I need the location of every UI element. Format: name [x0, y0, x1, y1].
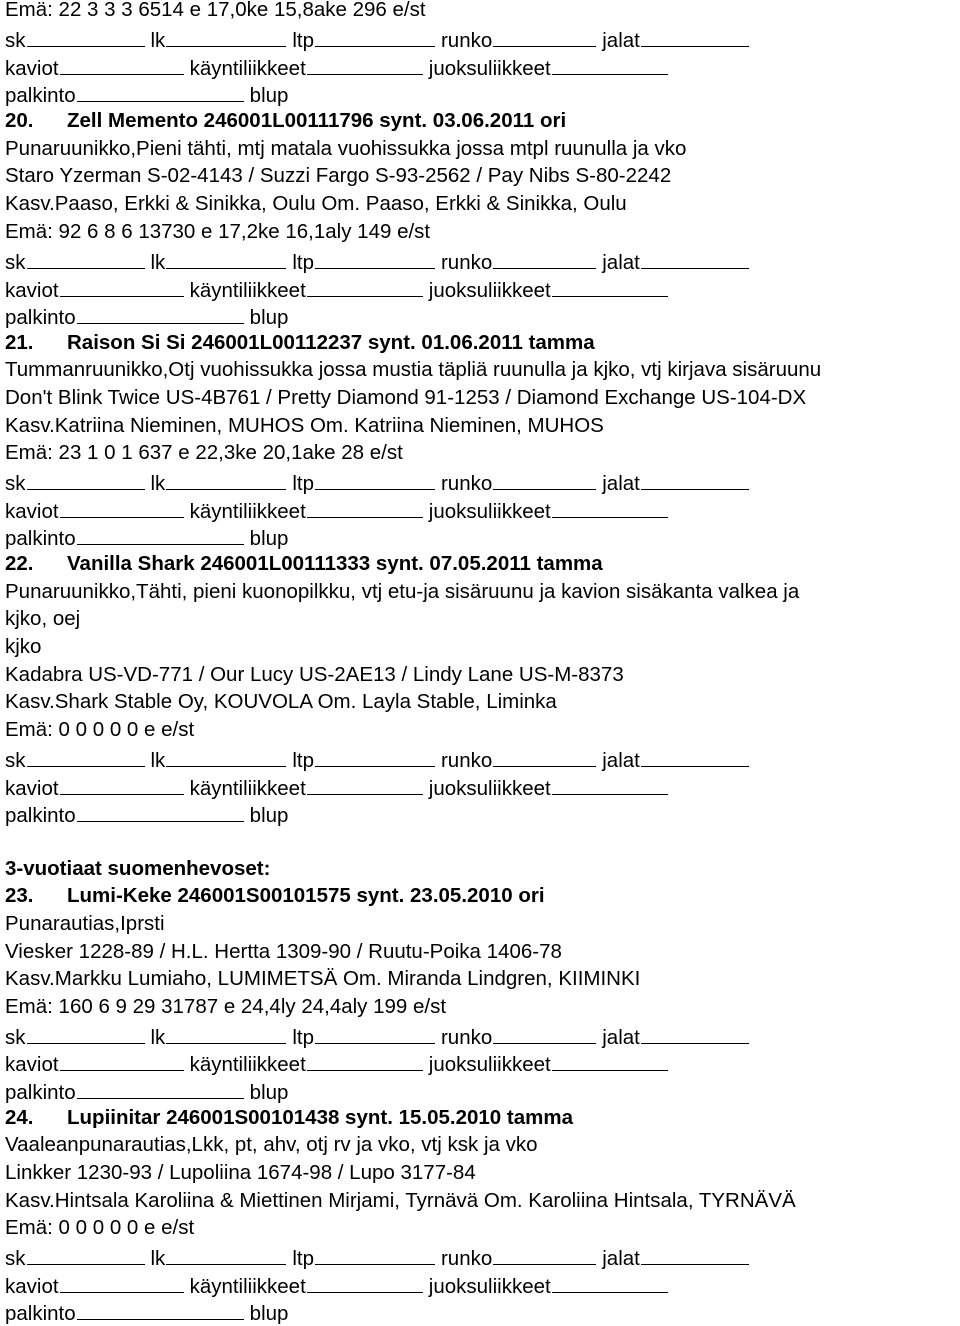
- sk-label: sk: [5, 29, 26, 52]
- gait-row: [5, 1272, 674, 1296]
- gait-row: [5, 276, 674, 300]
- kaviot-line: [60, 497, 184, 518]
- runko-line: [493, 469, 596, 490]
- juoksuliikkeet-line: [552, 497, 668, 518]
- palkinto-label: palkinto: [5, 1302, 76, 1325]
- ltp-line: [315, 248, 435, 269]
- gait-row: [5, 497, 674, 521]
- horse-color-cont: kjko: [5, 635, 42, 658]
- kaviot-line: [60, 1050, 184, 1071]
- entry-heading: 24. Lupiinitar 246001S00101438 synt. 15.05.2010 tamma: [5, 1106, 573, 1129]
- kaviot-line: [60, 774, 184, 795]
- runko-line: [493, 746, 596, 767]
- jalat-label: jalat: [602, 749, 640, 772]
- gait-row: [5, 54, 674, 78]
- sk-line: [27, 1023, 145, 1044]
- breeder-owner: Kasv.Markku Lumiaho, LUMIMETSÄ Om. Miranda Lindgren, KIIMINKI: [5, 967, 641, 990]
- lk-line: [166, 1023, 286, 1044]
- kaviot-label: kaviot: [5, 279, 59, 302]
- entry-heading: 21. Raison Si Si 246001L00112237 synt. 01.06.2011 tamma: [5, 331, 595, 354]
- juoksuliikkeet-label: juoksuliikkeet: [428, 1275, 551, 1298]
- dam-stats: Emä: 22 3 3 3 6514 e 17,0ke 15,8ake 296 e/st: [5, 0, 426, 21]
- lk-line: [166, 26, 286, 47]
- horse-color-cont: kjko, oej: [5, 607, 81, 630]
- runko-line: [493, 1023, 596, 1044]
- kayntiliikkeet-line: [307, 54, 423, 75]
- kayntiliikkeet-line: [307, 1050, 423, 1071]
- horse-color: Vaaleanpunarautias,Lkk, pt, ahv, otj rv ja vko, vtj ksk ja vko: [5, 1133, 538, 1156]
- runko-label: runko: [440, 749, 493, 772]
- ltp-label: ltp: [292, 251, 314, 274]
- ltp-line: [315, 746, 435, 767]
- pedigree: Kadabra US-VD-771 / Our Lucy US-2AE13 / Lindy Lane US-M-8373: [5, 663, 624, 686]
- dam-stats: Emä: 160 6 9 29 31787 e 24,4ly 24,4aly 199 e/st: [5, 995, 447, 1018]
- lk-line: [166, 469, 286, 490]
- kayntiliikkeet-label: käyntiliikkeet: [189, 500, 306, 523]
- dam-stats: Emä: 92 6 8 6 13730 e 17,2ke 16,1aly 149 e/st: [5, 220, 431, 243]
- sk-line: [27, 1244, 145, 1265]
- juoksuliikkeet-label: juoksuliikkeet: [428, 1053, 551, 1076]
- runko-label: runko: [440, 1026, 493, 1049]
- lk-line: [166, 248, 286, 269]
- ltp-label: ltp: [292, 29, 314, 52]
- ltp-line: [315, 26, 435, 47]
- horse-color: Punarautias,Iprsti: [5, 912, 165, 935]
- breeder-owner: Kasv.Paaso, Erkki & Sinikka, Oulu Om. Paaso, Erkki & Sinikka, Oulu: [5, 192, 627, 215]
- prize-row: [5, 524, 288, 548]
- jalat-line: [641, 746, 749, 767]
- palkinto-line: [77, 524, 244, 545]
- palkinto-line: [77, 81, 244, 102]
- gait-row: [5, 1050, 674, 1074]
- section-heading: 3-vuotiaat suomenhevoset:: [5, 857, 271, 880]
- palkinto-line: [77, 303, 244, 324]
- jalat-line: [641, 1023, 749, 1044]
- palkinto-line: [77, 1299, 244, 1320]
- ltp-line: [315, 1244, 435, 1265]
- kaviot-label: kaviot: [5, 500, 59, 523]
- pedigree: Linkker 1230-93 / Lupoliina 1674-98 / Lupo 3177-84: [5, 1161, 476, 1184]
- blup-label: blup: [249, 1081, 289, 1104]
- entry-heading: 22. Vanilla Shark 246001L00111333 synt. 07.05.2011 tamma: [5, 552, 603, 575]
- ltp-label: ltp: [292, 1247, 314, 1270]
- blup-label: blup: [249, 1302, 289, 1325]
- kaviot-label: kaviot: [5, 1275, 59, 1298]
- score-row-1: [5, 469, 755, 493]
- entry-heading: 23. Lumi-Keke 246001S00101575 synt. 23.05.2010 ori: [5, 884, 545, 907]
- kaviot-line: [60, 54, 184, 75]
- kaviot-label: kaviot: [5, 777, 59, 800]
- lk-line: [166, 746, 286, 767]
- kayntiliikkeet-label: käyntiliikkeet: [189, 57, 306, 80]
- entry-heading: 20. Zell Memento 246001L00111796 synt. 03.06.2011 ori: [5, 109, 567, 132]
- prize-row: [5, 1078, 288, 1102]
- jalat-line: [641, 248, 749, 269]
- jalat-label: jalat: [602, 29, 640, 52]
- pedigree: Staro Yzerman S-02-4143 / Suzzi Fargo S-93-2562 / Pay Nibs S-80-2242: [5, 164, 672, 187]
- dam-stats: Emä: 0 0 0 0 0 e e/st: [5, 1216, 195, 1239]
- jalat-label: jalat: [602, 1026, 640, 1049]
- score-row-1: [5, 248, 755, 272]
- kaviot-line: [60, 276, 184, 297]
- kayntiliikkeet-label: käyntiliikkeet: [189, 1275, 306, 1298]
- ltp-label: ltp: [292, 1026, 314, 1049]
- sk-line: [27, 469, 145, 490]
- palkinto-label: palkinto: [5, 1081, 76, 1104]
- dam-stats: Emä: 0 0 0 0 0 e e/st: [5, 718, 195, 741]
- kaviot-label: kaviot: [5, 1053, 59, 1076]
- jalat-line: [641, 469, 749, 490]
- pedigree: Viesker 1228-89 / H.L. Hertta 1309-90 / Ruutu-Poika 1406-78: [5, 940, 562, 963]
- juoksuliikkeet-label: juoksuliikkeet: [428, 777, 551, 800]
- runko-line: [493, 26, 596, 47]
- horse-color: Punaruunikko,Pieni tähti, mtj matala vuohissukka jossa mtpl ruunulla ja vko: [5, 137, 687, 160]
- palkinto-label: palkinto: [5, 306, 76, 329]
- juoksuliikkeet-line: [552, 1050, 668, 1071]
- juoksuliikkeet-label: juoksuliikkeet: [428, 279, 551, 302]
- sk-label: sk: [5, 251, 26, 274]
- prize-row: [5, 801, 288, 825]
- kaviot-label: kaviot: [5, 57, 59, 80]
- sk-line: [27, 26, 145, 47]
- sk-line: [27, 746, 145, 767]
- runko-line: [493, 248, 596, 269]
- jalat-label: jalat: [602, 251, 640, 274]
- lk-label: lk: [150, 472, 166, 495]
- lk-label: lk: [150, 29, 166, 52]
- ltp-label: ltp: [292, 749, 314, 772]
- kayntiliikkeet-line: [307, 276, 423, 297]
- lk-line: [166, 1244, 286, 1265]
- palkinto-line: [77, 801, 244, 822]
- lk-label: lk: [150, 749, 166, 772]
- palkinto-label: palkinto: [5, 527, 76, 550]
- score-row-1: [5, 26, 755, 50]
- jalat-line: [641, 26, 749, 47]
- prize-row: [5, 1299, 288, 1323]
- runko-label: runko: [440, 1247, 493, 1270]
- score-row-1: [5, 746, 755, 770]
- juoksuliikkeet-line: [552, 774, 668, 795]
- kayntiliikkeet-label: käyntiliikkeet: [189, 279, 306, 302]
- score-row-1: [5, 1244, 755, 1268]
- sk-line: [27, 248, 145, 269]
- dam-stats: Emä: 23 1 0 1 637 e 22,3ke 20,1ake 28 e/st: [5, 441, 403, 464]
- runko-line: [493, 1244, 596, 1265]
- blup-label: blup: [249, 306, 289, 329]
- juoksuliikkeet-label: juoksuliikkeet: [428, 500, 551, 523]
- lk-label: lk: [150, 1026, 166, 1049]
- breeder-owner: Kasv.Katriina Nieminen, MUHOS Om. Katriina Nieminen, MUHOS: [5, 414, 604, 437]
- prize-row: [5, 81, 288, 105]
- palkinto-label: palkinto: [5, 804, 76, 827]
- kaviot-line: [60, 1272, 184, 1293]
- blup-label: blup: [249, 804, 289, 827]
- juoksuliikkeet-line: [552, 276, 668, 297]
- gait-row: [5, 774, 674, 798]
- runko-label: runko: [440, 251, 493, 274]
- score-row-1: [5, 1023, 755, 1047]
- jalat-label: jalat: [602, 1247, 640, 1270]
- horse-color: Tummanruunikko,Otj vuohissukka jossa mustia täpliä ruunulla ja kjko, vtj kirjava sisäruunu: [5, 358, 822, 381]
- jalat-label: jalat: [602, 472, 640, 495]
- palkinto-line: [77, 1078, 244, 1099]
- sk-label: sk: [5, 1247, 26, 1270]
- horse-color: Punaruunikko,Tähti, pieni kuonopilkku, vtj etu-ja sisäruunu ja kavion sisäkanta valkea ja: [5, 580, 800, 603]
- lk-label: lk: [150, 251, 166, 274]
- breeder-owner: Kasv.Hintsala Karoliina & Miettinen Mirjami, Tyrnävä Om. Karoliina Hintsala, TYRNÄVÄ: [5, 1189, 796, 1212]
- juoksuliikkeet-label: juoksuliikkeet: [428, 57, 551, 80]
- pedigree: Don't Blink Twice US-4B761 / Pretty Diamond 91-1253 / Diamond Exchange US-104-DX: [5, 386, 807, 409]
- kayntiliikkeet-line: [307, 497, 423, 518]
- sk-label: sk: [5, 472, 26, 495]
- runko-label: runko: [440, 472, 493, 495]
- sk-label: sk: [5, 1026, 26, 1049]
- ltp-label: ltp: [292, 472, 314, 495]
- ltp-line: [315, 469, 435, 490]
- blup-label: blup: [249, 527, 289, 550]
- ltp-line: [315, 1023, 435, 1044]
- blup-label: blup: [249, 84, 289, 107]
- prize-row: [5, 303, 288, 327]
- juoksuliikkeet-line: [552, 54, 668, 75]
- kayntiliikkeet-line: [307, 774, 423, 795]
- kayntiliikkeet-line: [307, 1272, 423, 1293]
- kayntiliikkeet-label: käyntiliikkeet: [189, 1053, 306, 1076]
- juoksuliikkeet-line: [552, 1272, 668, 1293]
- kayntiliikkeet-label: käyntiliikkeet: [189, 777, 306, 800]
- sk-label: sk: [5, 749, 26, 772]
- jalat-line: [641, 1244, 749, 1265]
- runko-label: runko: [440, 29, 493, 52]
- palkinto-label: palkinto: [5, 84, 76, 107]
- breeder-owner: Kasv.Shark Stable Oy, KOUVOLA Om. Layla Stable, Liminka: [5, 690, 557, 713]
- lk-label: lk: [150, 1247, 166, 1270]
